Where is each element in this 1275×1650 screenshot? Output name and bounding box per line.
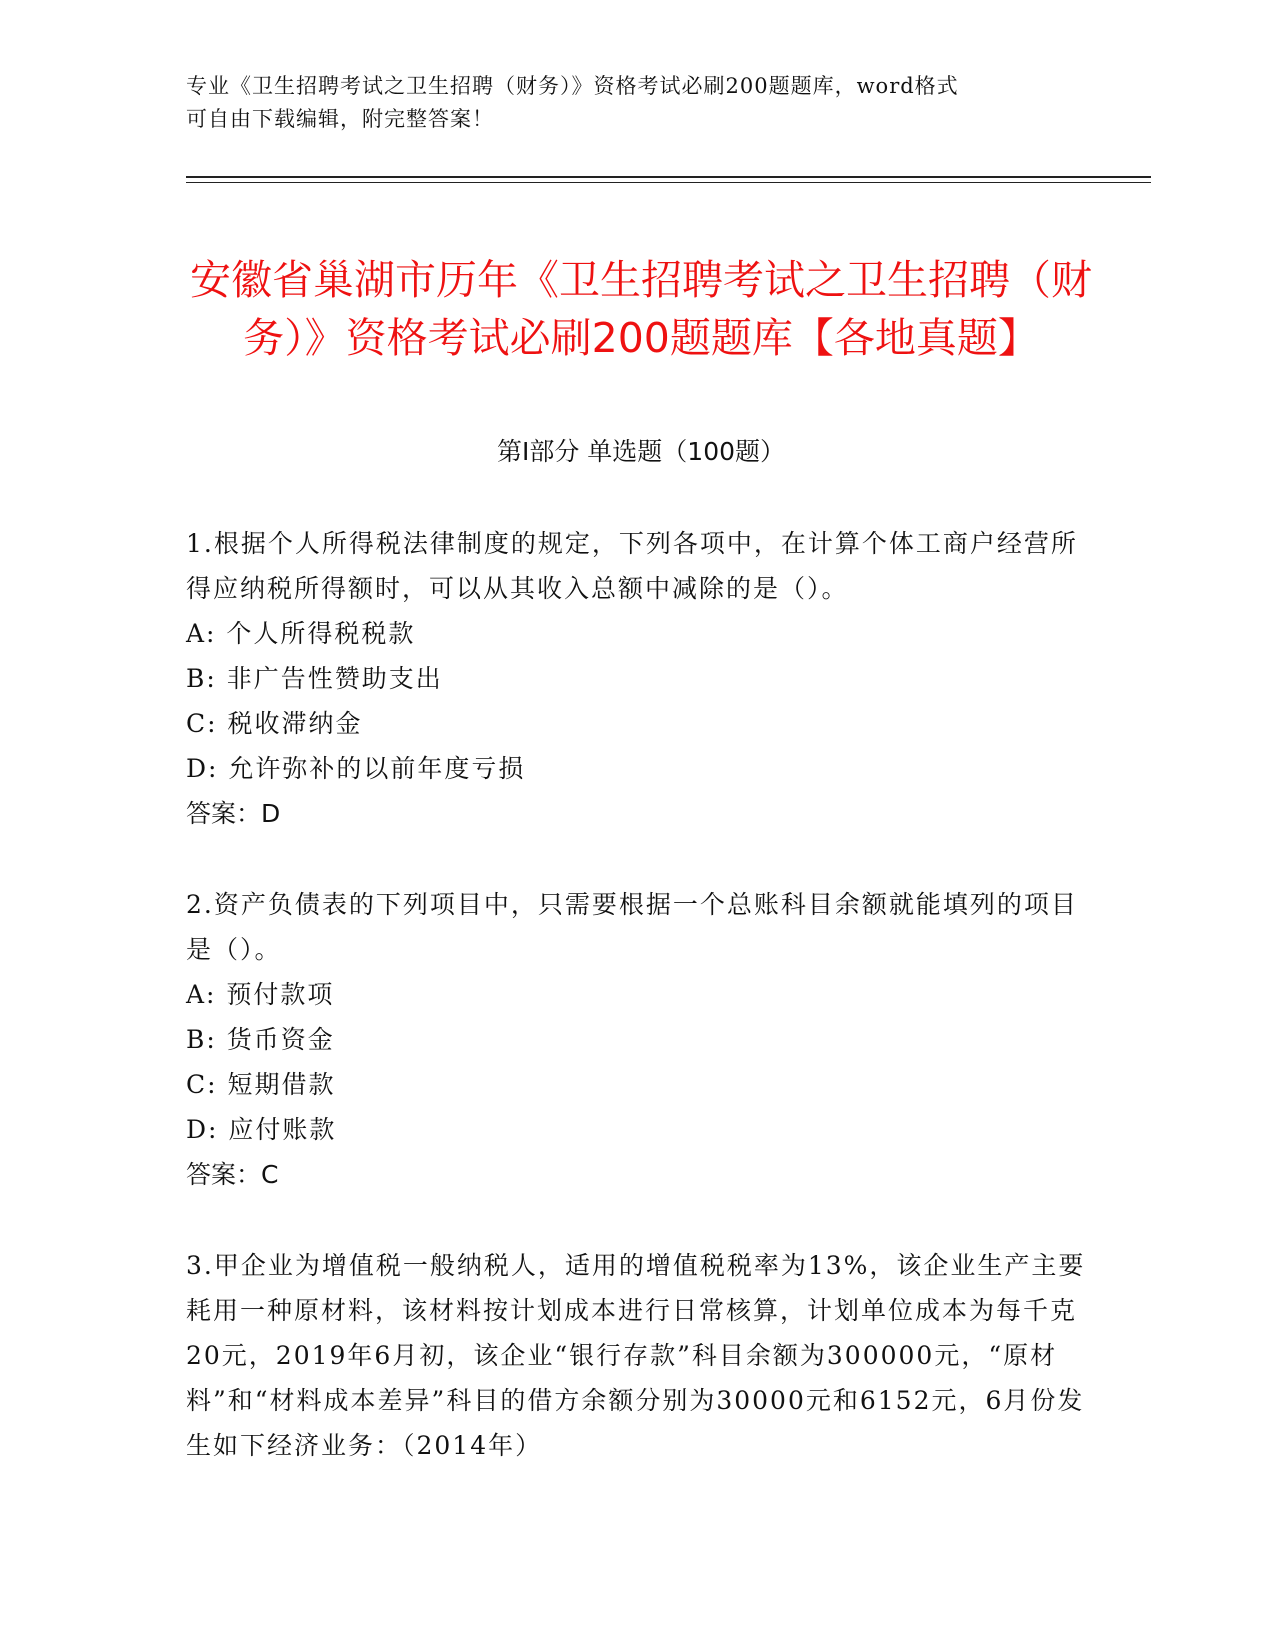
question-1 <box>186 521 1086 836</box>
option-a: A: 预付款项 <box>186 980 335 1009</box>
question-stem: 1.根据个人所得税法律制度的规定，下列各项中，在计算个体工商户经营所得应纳税所得额时，可以从其收入总额中减除的是（）。 <box>186 529 1078 603</box>
option-c: C: 短期借款 <box>186 1070 336 1099</box>
header-divider-thin <box>186 182 1151 183</box>
header-note <box>186 70 1066 136</box>
answer: 答案：C <box>186 1160 279 1189</box>
answer: 答案：D <box>186 799 281 828</box>
section-title: 第I部分 单选题（100题） <box>496 437 786 466</box>
document-title: 安徽省巢湖市历年《卫生招聘考试之卫生招聘（财务）》资格考试必刷200题题库【各地真题】 <box>190 256 1092 363</box>
question-2 <box>186 882 1086 1197</box>
question-3 <box>186 1243 1086 1468</box>
option-d: D: 允许弥补的以前年度亏损 <box>186 754 526 783</box>
option-b: B: 非广告性赞助支出 <box>186 664 443 693</box>
option-a: A: 个人所得税税款 <box>186 619 416 648</box>
option-c: C: 税收滞纳金 <box>186 709 363 738</box>
option-b: B: 货币资金 <box>186 1025 335 1054</box>
header-note-line-2: 可自由下载编辑，附完整答案！ <box>186 107 494 131</box>
header-note-line-1: 专业《卫生招聘考试之卫生招聘（财务）》资格考试必刷200题题库，word格式 <box>186 74 959 98</box>
header-divider-thick <box>186 176 1151 178</box>
question-stem: 2.资产负债表的下列项目中，只需要根据一个总账科目余额就能填列的项目是（）。 <box>186 890 1078 964</box>
option-d: D: 应付账款 <box>186 1115 337 1144</box>
question-stem: 3.甲企业为增值税一般纳税人，适用的增值税税率为13%，该企业生产主要耗用一种原材料，该材料按计划成本进行日常核算，计划单位成本为每千克20元，2019年6月初，该企业“银行存款”科目余额为300000元，“原材料”和“材料成本差异”科目的借方余额分别为30000元和6152元，6月份发生如下经济业务：（2014年） <box>186 1251 1086 1460</box>
